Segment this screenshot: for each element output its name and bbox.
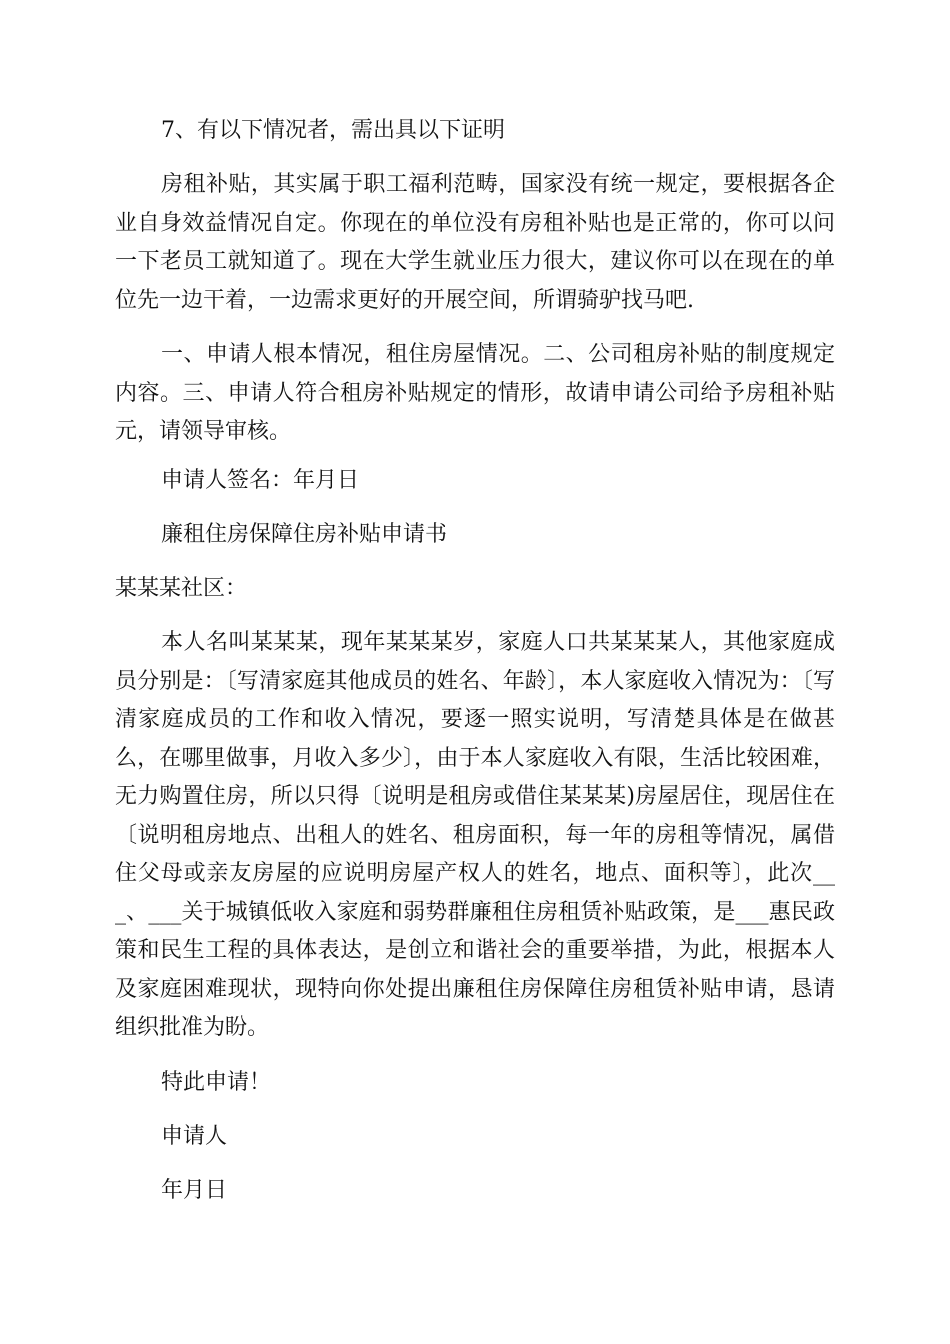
item-7-heading: 7、有以下情况者，需出具以下证明 <box>161 118 505 143</box>
subsidy-paragraph: 房租补贴，其实属于职工福利范畴，国家没有统一规定，要根据各企业自身效益情况自定。你现在的单位没有房租补贴也是正常的，你可以问一下老员工就知道了。现在大学生就业压力很大，建议你可以在现在的单位先一边干着，一边需求更好的开展空间，所谓骑驴找马吧. <box>115 172 835 313</box>
closing-line: 特此申请！ <box>161 1070 272 1095</box>
letter-body: 本人名叫某某某，现年某某某岁，家庭人口共某某某人，其他家庭成员分别是：〔写清家庭其他成员的姓名、年龄〕，本人家庭收入情况为：〔写清家庭成员的工作和收入情况，要逐一照实说明，写清楚具体是在做甚么，在哪里做事，月收入多少〕，由于本人家庭收入有限，生活比较困难，无力购置住房，所以只得〔说明是租房或借住某某某)房屋居住，现居住在〔说明租房地点、出租人的姓名、租房面积，每一年的房租等情况，属借住父母或亲友房屋的应说明房屋产权人的姓名，地点、面积等〕，此次___、___关于城镇低收入家庭和弱势群廉租住房租赁补贴政策，是___惠民政策和民生工程的具体表达，是创立和谐社会的重要举措，为此，根据本人及家庭困难现状，现特向你处提出廉租住房保障住房租赁补贴申请，恳请组织批准为盼。 <box>115 630 835 1040</box>
application-paragraph: 一、申请人根本情况，租住房屋情况。二、公司租房补贴的制度规定内容。三、申请人符合租房补贴规定的情形，故请申请公司给予房租补贴元，请领导审核。 <box>115 342 835 444</box>
letter-title: 廉租住房保障住房补贴申请书 <box>161 522 448 547</box>
date-label: 年月日 <box>161 1178 228 1203</box>
salutation: 某某某社区： <box>115 576 248 601</box>
applicant-label: 申请人 <box>161 1124 228 1149</box>
signature-line: 申请人签名：年月日 <box>161 468 360 493</box>
